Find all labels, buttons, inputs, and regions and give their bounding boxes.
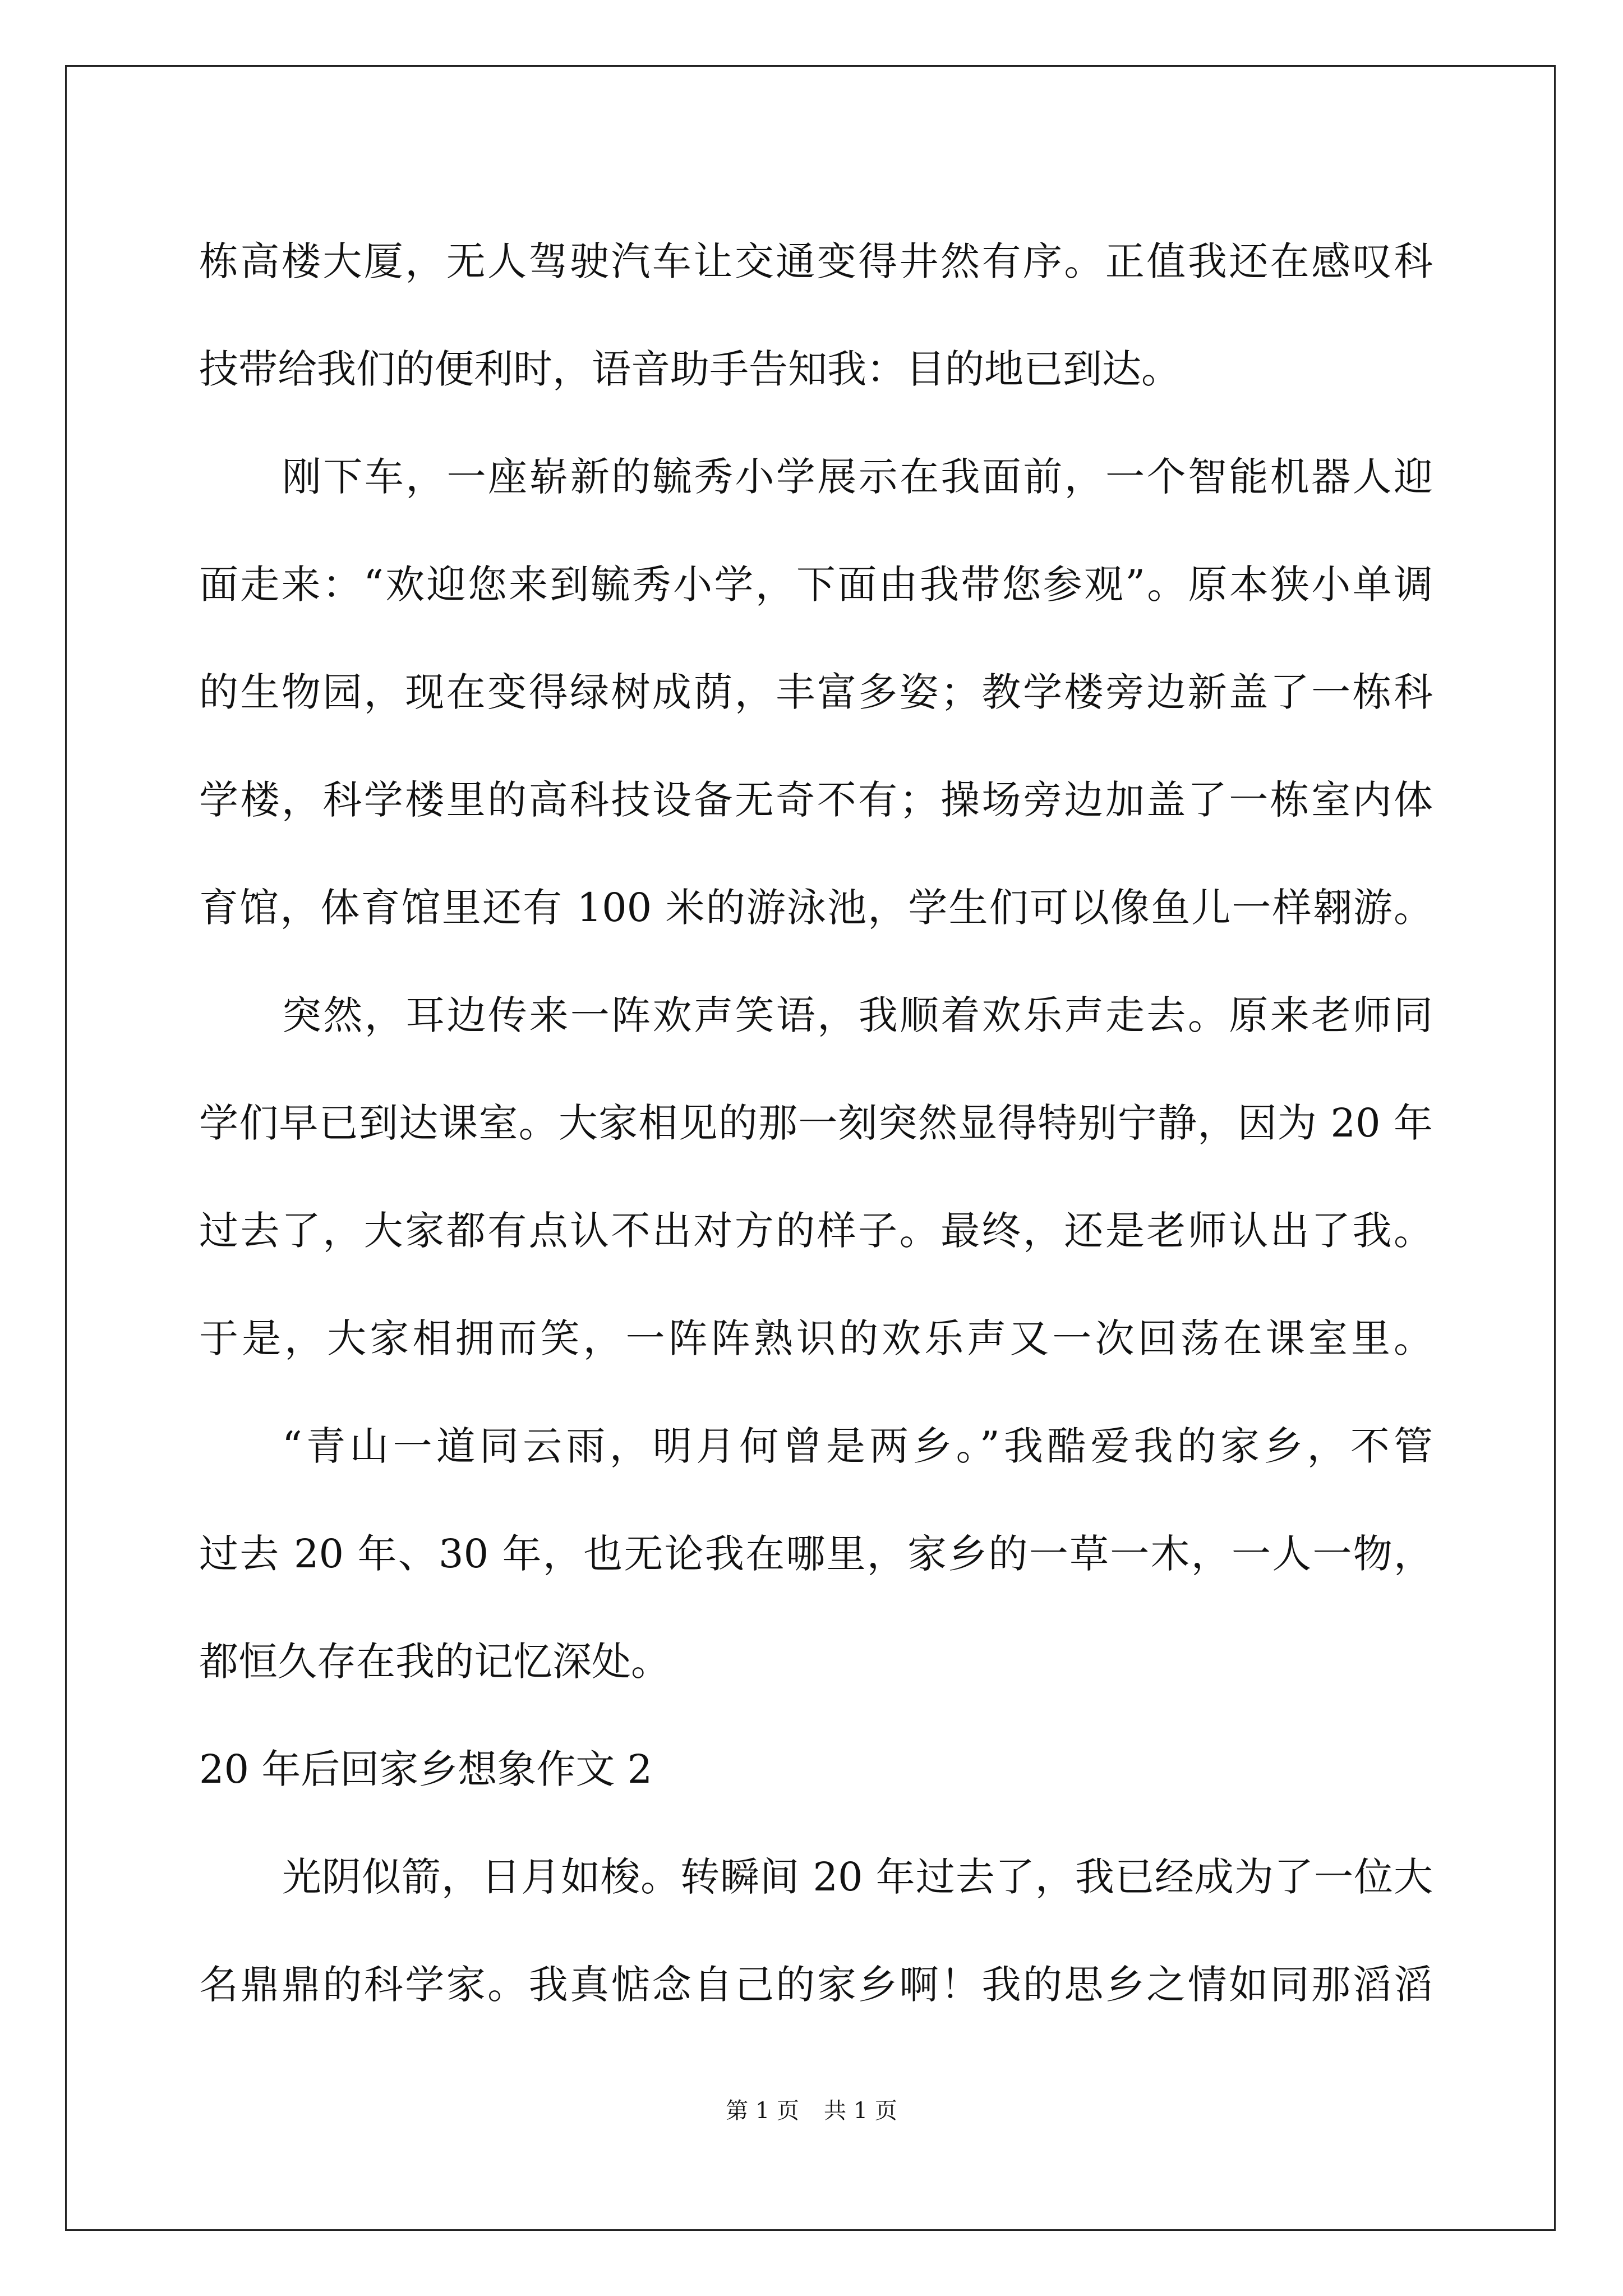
- document-body: [199, 208, 1433, 2039]
- text-line: 过去了，大家都有点认不出对方的样子。最终，还是老师认出了我。: [199, 1208, 1433, 1254]
- text-line: 都恒久存在我的记忆深处。: [199, 1639, 670, 1685]
- paragraph-start-line: “青山一道同云雨，明月何曾是两乡。”我酷爱我的家乡，不管: [282, 1423, 1433, 1469]
- text-line: 技带给我们的便利时，语音助手告知我：目的地已到达。: [199, 346, 1181, 392]
- paragraph-start-line: 突然，耳边传来一阵欢声笑语，我顺着欢乐声走去。原来老师同: [282, 992, 1433, 1038]
- text-line: 面走来：“欢迎您来到毓秀小学，下面由我带您参观”。原本狭小单调: [199, 562, 1433, 608]
- page-footer: [0, 2095, 1623, 2127]
- text-line: 于是，大家相拥而笑，一阵阵熟识的欢乐声又一次回荡在课室里。: [199, 1315, 1433, 1361]
- page-number-total: 共 1 页: [824, 2098, 897, 2124]
- text-line: 名鼎鼎的科学家。我真惦念自己的家乡啊！我的思乡之情如同那滔滔: [199, 1962, 1433, 2008]
- paragraph-start-line: 刚下车，一座崭新的毓秀小学展示在我面前，一个智能机器人迎: [282, 454, 1433, 500]
- text-line: 栋高楼大厦，无人驾驶汽车让交通变得井然有序。正值我还在感叹科: [199, 238, 1433, 284]
- text-line: 过去 20 年、30 年，也无论我在哪里，家乡的一草一木，一人一物，: [199, 1531, 1433, 1577]
- paragraph-start-line: 光阴似箭，日月如梭。转瞬间 20 年过去了，我已经成为了一位大: [282, 1854, 1433, 1900]
- text-line: 学楼，科学楼里的高科技设备无奇不有；操场旁边加盖了一栋室内体: [199, 777, 1433, 823]
- text-line: 学们早已到达课室。大家相见的那一刻突然显得特别宁静，因为 20 年: [199, 1100, 1433, 1146]
- page-number-current: 第 1 页: [726, 2098, 799, 2124]
- text-line: 的生物园，现在变得绿树成荫，丰富多姿；教学楼旁边新盖了一栋科: [199, 669, 1433, 715]
- section-heading: 20 年后回家乡想象作文 2: [199, 1746, 653, 1792]
- text-line: 育馆，体育馆里还有 100 米的游泳池，学生们可以像鱼儿一样翱游。: [199, 885, 1433, 931]
